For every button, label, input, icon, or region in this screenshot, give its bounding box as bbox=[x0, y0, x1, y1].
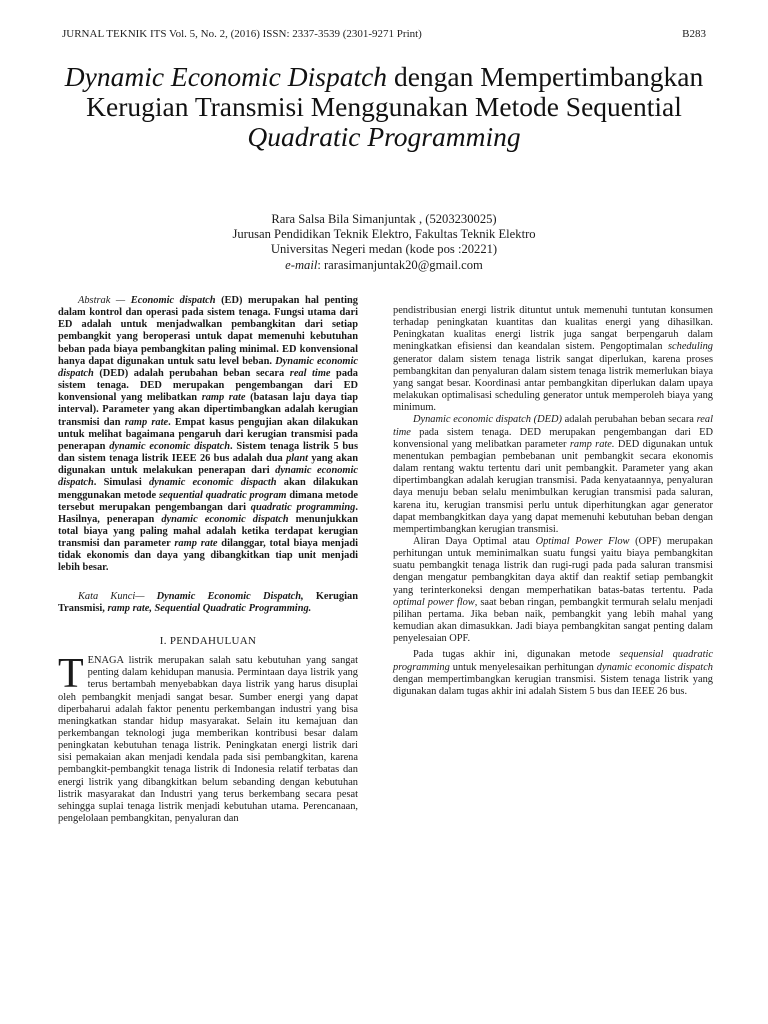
author-university: Universitas Negeri medan (kode pos :20221) bbox=[270, 242, 498, 257]
author-email-line bbox=[60, 258, 708, 273]
author-name: Rara Salsa Bila Simanjuntak , (5203230025) bbox=[271, 212, 497, 226]
running-header bbox=[62, 28, 706, 40]
left-column bbox=[58, 295, 358, 825]
right-paragraph-4: Pada tugas akhir ini, digunakan metode sequensial quadratic programming untuk menyelesaikan perhitungan dynamic economic dispatch dengan mempertimbangkan kerugian transmisi. Sistem tenaga listrik yang digunakan dalam tugas akhir ini adalah Sistem 5 bus dan IEEE 26 bus. bbox=[393, 649, 714, 697]
keywords: Kata Kunci— Dynamic Economic Dispatch, Kerugian Transmisi, ramp rate, Sequential Quadratic Programming. bbox=[58, 590, 358, 614]
title-main: dengan Mempertimbangkan Kerugian Transmisi Menggunakan Metode Sequential bbox=[86, 61, 704, 122]
paper-title bbox=[60, 62, 708, 152]
author-department: Jurusan Pendidikan Teknik Elektro, Fakultas Teknik Elektro bbox=[232, 227, 536, 242]
right-column bbox=[393, 305, 713, 698]
page-number: B283 bbox=[682, 28, 706, 40]
title-italic-1: Dynamic Economic Dispatch bbox=[64, 61, 388, 92]
intro-paragraph: TENAGA listrik merupakan salah satu kebutuhan yang sangat penting dalam kehidupan manusia. Permintaan daya listrik yang terus bertambah menyebabkan daya listrik yang harus disuplai oleh pembangkit menjadi sangat besar. Sumber energi yang dapat diperbaharui adalah faktor penentu perkembangan industri yang bisa meningkatkan standar hidup masyarakat. Selain itu kemajuan dan perkembangan teknologi juga memberikan kontribusi besar dalam peningkatan kebutuhan tenaga listrik. Peningkatan energi listrik dari sisi pemakaian akan menjadi kendala pada sisi pembangkitan, karena pembangkit-pembangkit tenaga listrik di Indonesia relatif terbatas dan energi listrik yang dibangkitkan belum sebanding dengan kebutuhan listrik masyarakat dan Industri yang terus berkembang secara pesat sehingga suplai tenaga listrik menjadi kebutuhan utama. Perencanaan, pengelolaan pembangkitan, penyaluran dan bbox=[58, 651, 358, 825]
right-paragraph-3: Aliran Daya Optimal atau Optimal Power Flow (OPF) merupakan perhitungan untuk meminimalkan suatu fungsi yaitu biaya pembangkitan suatu pembangkit tenaga listrik dan rugi-rugi pada pada saluran transmisi dengan mengatur pembangkitan daya aktif dan reaktif setiap pembangkit yang terinterkoneksi dengan memperhatikan batas-batas tertentu. Pada optimal power flow, saat beban ringan, pembangkit termurah selalu menjadi pilihan pertama. Jika beban naik, pembangkit yang lebih mahal yang kemudian akan dimasukkan. Jadi biaya pembangkitan sangat penting dalam penyelesaian OPF. bbox=[393, 535, 713, 645]
author-block bbox=[60, 212, 708, 273]
email-label: e-mail bbox=[285, 257, 318, 272]
right-paragraph-1: pendistribusian energi listrik dituntut untuk memenuhi tuntutan konsumen terhadap peningkatan kuantitas dan kualitas energi yang dihasilkan. Peningkatan kualitas energi listrik juga sangat berpengaruh dalam meningkatkan efisiensi dan keandalan sistem. Pengoptimalan scheduling generator dalam sistem tenaga listrik sangat diperlukan, karena proses pembangkitan dan penyaluran dalam sistem tenaga listrik memerlukan biaya yang sangat besar. Koordinasi antar pembangkitan diperlukan dalam upaya melakukan optimalisasi scheduling generator untuk memperoleh biaya yang minimum. bbox=[393, 305, 713, 414]
title-italic-2: Quadratic Programming bbox=[247, 121, 521, 152]
abstract: Abstrak — Economic dispatch (ED) merupakan hal penting dalam kontrol dan operasi pada sistem tenaga. Fungsi utama dari ED adalah untuk menjadwalkan pembangkitan dari setiap pembangkit yang beroperasi untuk dapat memenuhi kebutuhan beban pada biaya pembangkitan paling minimal. ED konvensional hanya dapat digunakan untuk satu level beban. Dynamic economic dispatch (DED) adalah perubahan beban secara real time pada sistem tenaga. DED merupakan pengembangan dari ED konvensional yang melibatkan ramp rate (batasan laju daya tiap interval). Parameter yang akan dipertimbangkan adalah kerugian transmisi dan ramp rate. Empat kasus pengujian akan dilakukan untuk melihat bagaimana pengaruh dari kerugian transmisi pada penerapan dynamic economic dispatch. Sistem tenaga listrik 5 bus dan sistem tenaga listrik IEEE 26 bus adalah dua plant yang akan digunakan untuk melakukan penerapan dari dynamic economic dispatch. Simulasi dynamic economic dispacth akan dilakukan menggunakan metode sequential quadratic program dimana metode tersebut merupakan pengembangan dari quadratic programming. Hasilnya, penerapan dynamic economic dispatch menunjukkan total biaya yang paling mahal adalah ketika terdapat kerugian transmisi dan parameter ramp rate dilanggar, total biaya menjadi tidak ekonomis dan daya yang dibangkitkan tiap unit menjadi lebih besar. bbox=[58, 295, 359, 574]
author-email: : rarasimanjuntak20@gmail.com bbox=[317, 257, 483, 272]
drop-cap: T bbox=[58, 651, 84, 698]
right-paragraph-2: Dynamic economic dispatch (DED) adalah perubahan beban secara real time pada sistem tenaga. DED merupakan pengembangan dari ED konvensional yang melibatkan parameter ramp rate. DED digunakan untuk menentukan pembagian pembebanan unit pembangkit secara ekonomis dalam rentang waktu tertentu dari unit pembangkit. Parameter yang akan dipertimbangkan adalah kerugian transmisi. Pada kenyataannya, penyaluran daya menuju beban selalu menimbulkan kerugian transmisi pada saluran, karena itu, kerugian transmisi perlu untuk diperhitungkan agar generator dapat membangkitkan daya yang dapat memenuhi kebutuhan beban dengan mempertimbangkan kerugian transmisi. bbox=[393, 414, 713, 535]
section-heading-pendahuluan: I. PENDAHULUAN bbox=[159, 634, 257, 647]
journal-info: JURNAL TEKNIK ITS Vol. 5, No. 2, (2016) ISSN: 2337-3539 (2301-9271 Print) bbox=[62, 28, 422, 40]
